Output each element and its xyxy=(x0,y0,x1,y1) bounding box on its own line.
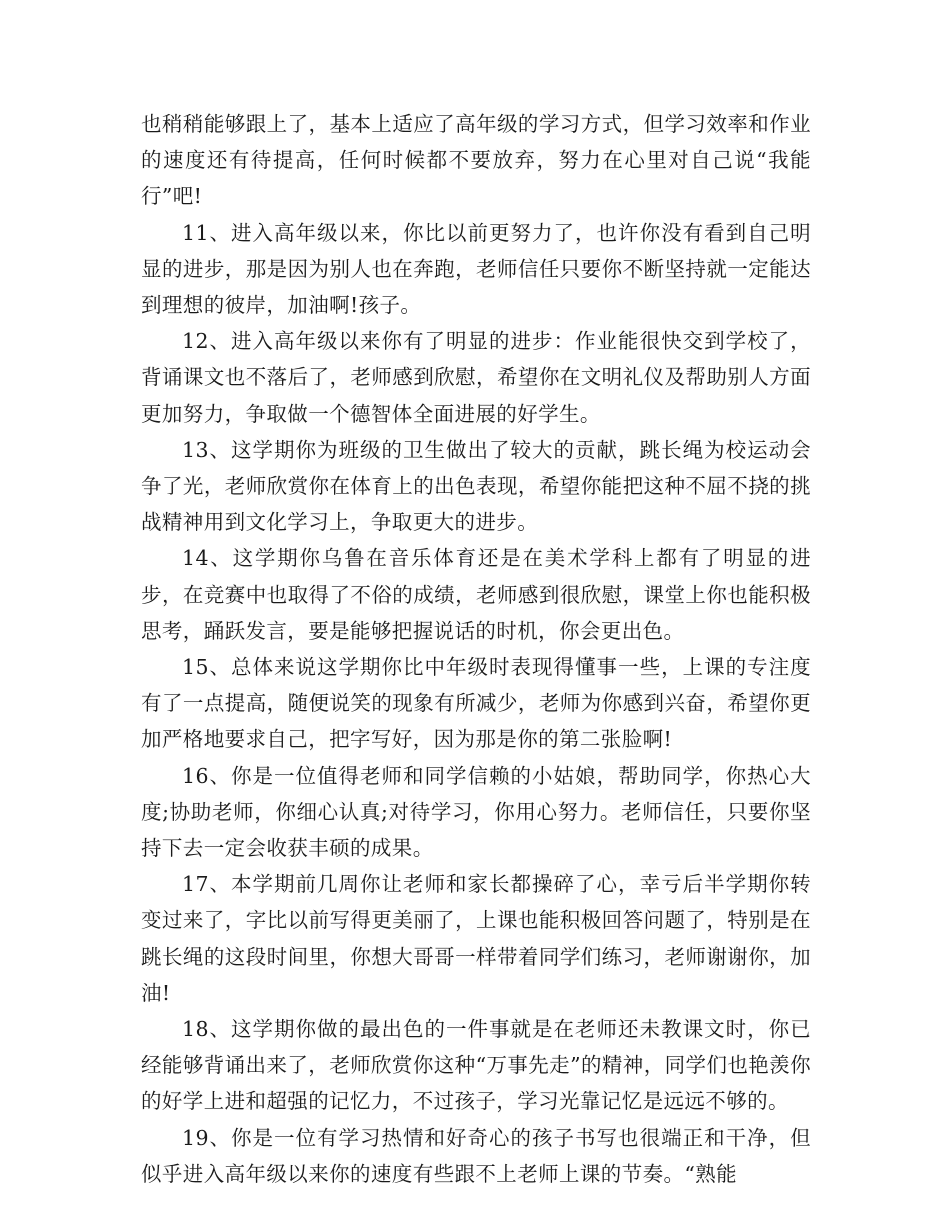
paragraph-19: 19、你是一位有学习热情和好奇心的孩子书写也很端正和干净，但似乎进入高年级以来你的速度有些跟不上老师上课的节奏。“熟能 xyxy=(141,1125,811,1186)
paragraph-15: 15、总体来说这学期你比中年级时表现得懂事一些，上课的专注度有了一点提高，随便说笑的现象有所减少，老师为你感到兴奋，希望你更加严格地要求自己，把字写好，因为那是你的第二张脸啊! xyxy=(141,655,811,752)
paragraph-14: 14、这学期你乌鲁在音乐体育还是在美术学科上都有了明显的进步，在竞赛中也取得了不俗的成绩，老师感到很欣慰，课堂上你也能积极思考，踊跃发言，要是能够把握说话的时机，你会更出色。 xyxy=(141,546,811,643)
paragraph-16: 16、你是一位值得老师和同学信赖的小姑娘，帮助同学，你热心大度;协助老师，你细心认真;对待学习，你用心努力。老师信任，只要你坚持下去一定会收获丰硕的成果。 xyxy=(141,763,811,861)
paragraph-18: 18、这学期你做的最出色的一件事就是在老师还未教课文时，你已经能够背诵出来了，老师欣赏你这种“万事先走”的精神，同学们也艳羡你的好学上进和超强的记忆力，不过孩子，学习光靠记忆是远远不够的。 xyxy=(141,1017,811,1114)
paragraph-17: 17、本学期前几周你让老师和家长都操碎了心，幸亏后半学期你转变过来了，字比以前写得更美丽了，上课也能积极回答问题了，特别是在跳长绳的这段时间里，你想大哥哥一样带着同学们练习，老师谢谢你，加油! xyxy=(141,872,811,1005)
document-body xyxy=(141,106,811,1192)
paragraph-continued: 也稍稍能够跟上了，基本上适应了高年级的学习方式，但学习效率和作业的速度还有待提高，任何时候都不要放弃，努力在心里对自己说“我能行”吧! xyxy=(141,112,811,209)
paragraph-13: 13、这学期你为班级的卫生做出了较大的贡献，跳长绳为校运动会争了光，老师欣赏你在体育上的出色表现，希望你能把这种不屈不挠的挑战精神用到文化学习上，争取更大的进步。 xyxy=(141,437,811,535)
paragraph-12: 12、进入高年级以来你有了明显的进步：作业能很快交到学校了，背诵课文也不落后了，老师感到欣慰，希望你在文明礼仪及帮助别人方面更加努力，争取做一个德智体全面进展的好学生。 xyxy=(141,329,811,426)
paragraph-11: 11、进入高年级以来，你比以前更努力了，也许你没有看到自己明显的进步，那是因为别人也在奔跑，老师信任只要你不断坚持就一定能达到理想的彼岸，加油啊!孩子。 xyxy=(141,220,811,318)
